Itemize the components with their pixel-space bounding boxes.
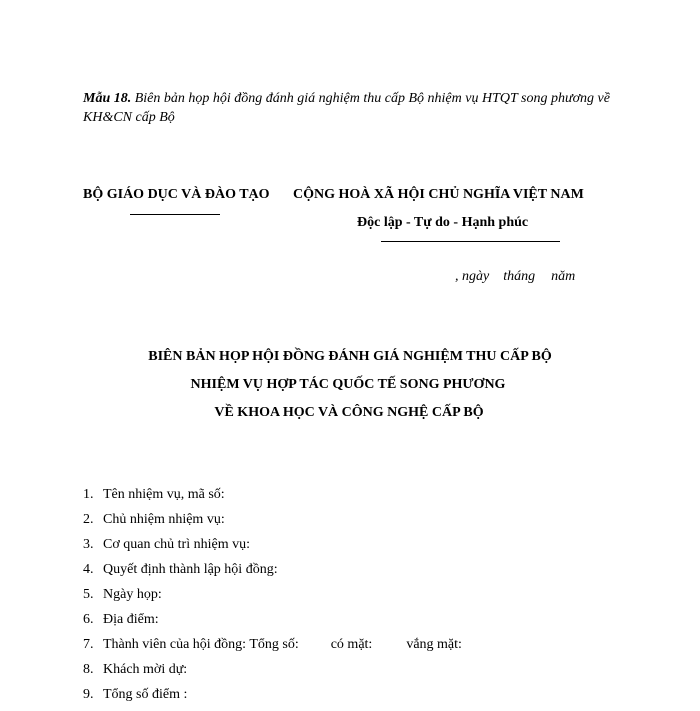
national-title: CỘNG HOÀ XÃ HỘI CHỦ NGHĨA VIỆT NAM <box>293 187 584 202</box>
list-item <box>83 611 462 636</box>
item-text: Ngày họp: <box>103 587 162 602</box>
item-number: 3. <box>83 537 94 552</box>
national-motto: Độc lập - Tự do - Hạnh phúc <box>357 215 529 230</box>
list-item <box>83 661 462 686</box>
item-number: 9. <box>83 687 94 702</box>
item-text: Địa điểm: <box>103 612 159 627</box>
list-item <box>83 536 462 561</box>
item-number: 8. <box>83 662 94 677</box>
item-text: Cơ quan chủ trì nhiệm vụ: <box>103 537 250 552</box>
dateline-month: tháng <box>503 269 536 284</box>
ministry-underline <box>130 214 220 215</box>
motto-underline <box>381 241 560 242</box>
item-number: 4. <box>83 562 94 577</box>
list-item <box>83 511 462 536</box>
dateline-year: năm <box>551 269 576 284</box>
document-title-line-2: NHIỆM VỤ HỢP TÁC QUỐC TẾ SONG PHƯƠNG <box>190 377 506 392</box>
dateline <box>455 269 575 285</box>
dateline-day: , ngày <box>455 269 490 284</box>
item-text: Tổng số điểm : <box>103 687 188 702</box>
item-text: Chủ nhiệm nhiệm vụ: <box>103 512 225 527</box>
item-number: 5. <box>83 587 94 602</box>
list-item <box>83 686 462 711</box>
item-number: 7. <box>83 637 94 652</box>
item-text: Khách mời dự: <box>103 662 188 677</box>
template-text: Biên bản họp hội đồng đánh giá nghiệm thu cấp Bộ nhiệm vụ HTQT song phương về KH&CN cấp Bộ <box>83 91 610 125</box>
ministry-name: BỘ GIÁO DỤC VÀ ĐÀO TẠO <box>83 187 270 202</box>
item-number: 2. <box>83 512 94 527</box>
meeting-items-list <box>83 486 462 711</box>
item-absent-label: vắng mặt: <box>406 637 462 652</box>
item-text: Quyết định thành lập hội đồng: <box>103 562 278 577</box>
item-text: Tên nhiệm vụ, mã số: <box>103 487 225 502</box>
template-caption <box>83 89 628 127</box>
list-item <box>83 486 462 511</box>
document-title-line-1: BIÊN BẢN HỌP HỘI ĐỒNG ĐÁNH GIÁ NGHIỆM THU CẤP BỘ <box>148 349 552 364</box>
item-present-label: có mặt: <box>330 637 373 652</box>
item-number: 1. <box>83 487 94 502</box>
list-item <box>83 561 462 586</box>
document-title-line-3: VỀ KHOA HỌC VÀ CÔNG NGHỆ CẤP BỘ <box>214 405 484 420</box>
list-item <box>83 636 462 661</box>
item-number: 6. <box>83 612 94 627</box>
template-label: Mẫu 18. <box>83 91 132 106</box>
list-item <box>83 586 462 611</box>
item-text: Thành viên của hội đồng: Tổng số: <box>103 637 299 652</box>
